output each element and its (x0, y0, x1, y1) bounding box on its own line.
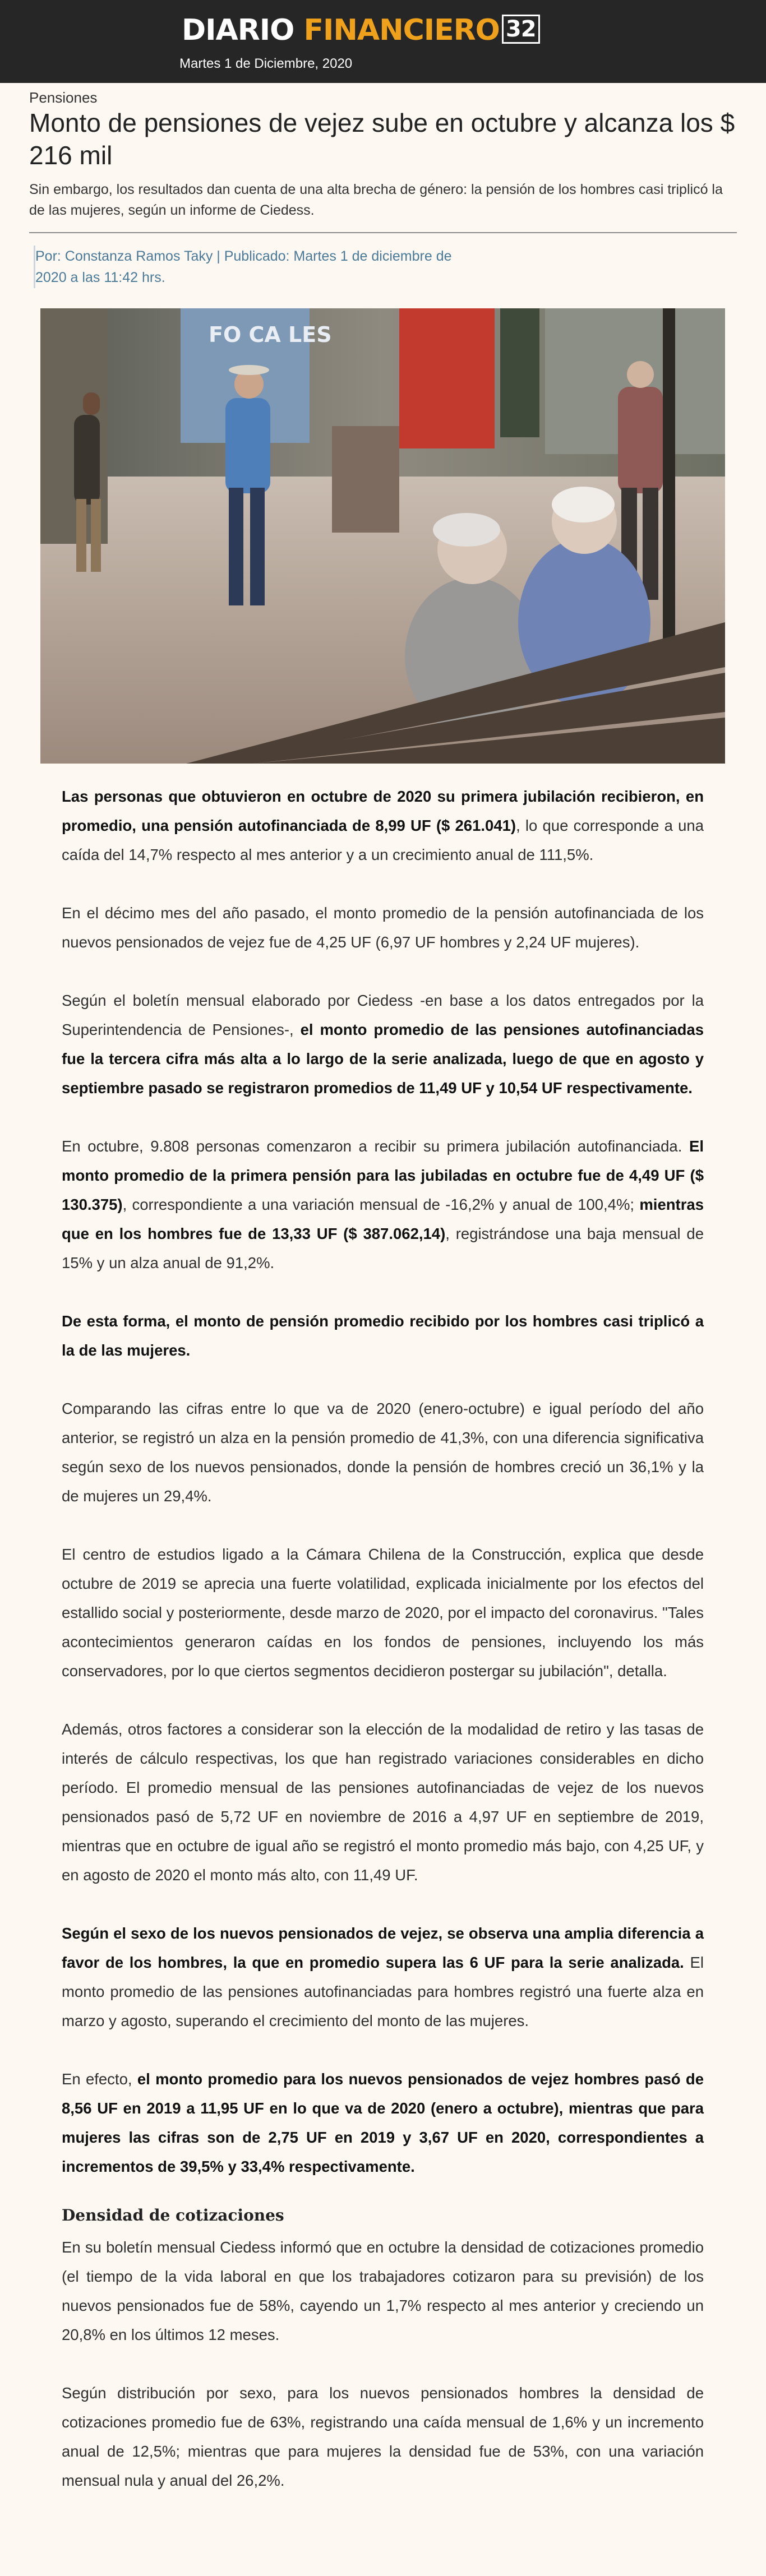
paragraph-11: En su boletín mensual Ciedess informó que en octubre la densidad de cotizaciones promedio (el tiempo de la vida laboral en que los trabajadores cotizaron para su previsión) de los nuevos pensionados fue de 58%, cayendo un 1,7% respecto al mes anterior y creciendo un 20,8% en los últimos 12 meses. (62, 2239, 704, 2343)
site-logo[interactable] (182, 13, 540, 47)
photo-illustration (40, 308, 725, 764)
paragraph-1-text-1: , lo que corresponde a una caída del 14,7% respecto al mes anterior y a un crecimiento anual de 111,5%. (62, 817, 704, 863)
logo-badge: 32 (502, 15, 540, 44)
paragraph-1 (62, 782, 704, 870)
divider (29, 232, 737, 233)
paragraph-10 (62, 2065, 704, 2181)
paragraph-3-text-1: Según el boletín mensual elaborado por Ciedess -en base a los datos entregados por la Superintendencia de Pensiones-, (62, 992, 704, 1038)
site-header (0, 0, 766, 83)
paragraph-8: Además, otros factores a considerar son la elección de la modalidad de retiro y las tasas de interés de cálculo respectivas, los que han registrado variaciones considerables en dicho período. El promedio mensual de las pensiones autofinanciadas de vejez de los nuevos pensionados pasó de 5,72 UF en noviembre de 2016 a 4,97 UF en septiembre de 2019, mientras que en octubre de igual año se registró el monto promedio más bajo, con 4,25 UF, y en agosto de 2020 el monto más alto, con 11,49 UF. (62, 1721, 704, 1884)
paragraph-2: En el décimo mes del año pasado, el monto promedio de la pensión autofinanciada de los nuevos pensionados de vejez fue de 4,25 UF (6,97 UF hombres y 2,24 UF mujeres). (62, 904, 704, 951)
section-label[interactable]: Pensiones (29, 89, 98, 106)
paragraph-12: Según distribución por sexo, para los nuevos pensionados hombres la densidad de cotizaciones promedio fue de 63%, registrando una caída mensual de 1,6% y un incremento anual de 12,5%; mientras que para mujeres la densidad fue de 53%, con una variación mensual nula y anual del 26,2%. (62, 2384, 704, 2489)
paragraph-10-text-1: En efecto, (62, 2070, 137, 2088)
byline-line-1: Por: Constanza Ramos Taky | Publicado: Martes 1 de diciembre de (35, 248, 452, 264)
paragraph-6: Comparando las cifras entre lo que va de 2020 (enero-octubre) e igual período del año anterior, se registró un alza en la pensión promedio de 41,3%, con una diferencia significativa según sexo de los nuevos pensionados, donde la pensión de hombres creció un 36,1% y la de mujeres un 29,4%. (62, 1400, 704, 1505)
paragraph-4-bold-2: mientras que en los hombres fue de 13,33 UF ($ 387.062,14) (62, 1196, 704, 1242)
paragraph-9 (62, 1919, 704, 2036)
paragraph-1-bold-1: Las personas que obtuvieron en octubre de 2020 su primera jubilación recibieron, en promedio, una pensión autofinanciada de 8,99 UF ($ 261.041) (62, 788, 704, 834)
paragraph-4 (62, 1132, 704, 1278)
logo-text-diario: DIARIO (182, 13, 304, 47)
paragraph-4-text-1: En octubre, 9.808 personas comenzaron a recibir su primera jubilación autofinanciada. (62, 1137, 690, 1155)
byline-line-2: 2020 a las 11:42 hrs. (35, 270, 165, 285)
article-title: Monto de pensiones de vejez sube en octubre y alcanza los $ 216 mil (29, 108, 735, 170)
photo-sign-text: FO CA LES (209, 322, 332, 347)
paragraph-5 (62, 1307, 704, 1365)
article-deck: Sin embargo, los resultados dan cuenta de una alta brecha de género: la pensión de los hombres casi triplicó la de las mujeres, según un informe de Ciedess. (29, 182, 723, 218)
paragraph-9-bold-1: Según el sexo de los nuevos pensionados de vejez, se observa una amplia diferencia a favor de los hombres, la que en promedio supera las 6 UF para la serie analizada. (62, 1925, 704, 1971)
article-byline (34, 246, 484, 288)
paragraph-4-text-2: , correspondiente a una variación mensual de -16,2% y anual de 100,4%; (122, 1196, 640, 1213)
paragraph-4-bold-1: El monto promedio de la primera pensión para las jubiladas en octubre fue de 4,49 UF ($ 130.375) (62, 1137, 704, 1213)
paragraph-7: El centro de estudios ligado a la Cámara Chilena de la Construcción, explica que desde octubre de 2019 se aprecia una fuerte volatilidad, explicada inicialmente por los efectos del estallido social y posteriormente, desde marzo de 2020, por el impacto del coronavirus. "Tales acontecimientos generaron caídas en los fondos de pensiones, incluyendo los más conservadores, por lo que ciertos segmentos decidieron postergar su jubilación", detalla. (62, 1546, 704, 1680)
article-photo (40, 308, 725, 764)
paragraph-4-text-3: , registrándose una baja mensual de 15% y un alza anual de 91,2%. (62, 1225, 704, 1271)
paragraph-9-text-1: El monto promedio de las pensiones autofinanciadas para hombres registró una fuerte alza en marzo y agosto, superando el crecimiento del monto de las mujeres. (62, 1954, 704, 2029)
paragraph-10-bold-1: el monto promedio para los nuevos pensionados de vejez hombres pasó de 8,56 UF en 2019 a 11,95 UF en lo que va de 2020 (enero a octubre), mientras que para mujeres las cifras son de 2,75 UF en 2019 y 3,67 UF en 2020, correspondientes a incrementos de 39,5% y 33,4% respectivamente. (62, 2070, 704, 2175)
logo-text-financiero: FINANCIERO (303, 13, 500, 47)
paragraph-5-bold: De esta forma, el monto de pensión promedio recibido por los hombres casi triplicó a la de las mujeres. (62, 1312, 704, 1359)
paragraph-3-bold-1: el monto promedio de las pensiones autofinanciadas fue la tercera cifra más alta a lo largo de la serie analizada, luego de que en agosto y septiembre pasado se registraron promedios de 11,49 UF y 10,54 UF respectivamente. (62, 1021, 704, 1097)
paragraph-3 (62, 986, 704, 1103)
header-date: Martes 1 de Diciembre, 2020 (179, 56, 353, 71)
article-body (62, 782, 704, 2524)
subheading-densidad: Densidad de cotizaciones (62, 2206, 284, 2224)
